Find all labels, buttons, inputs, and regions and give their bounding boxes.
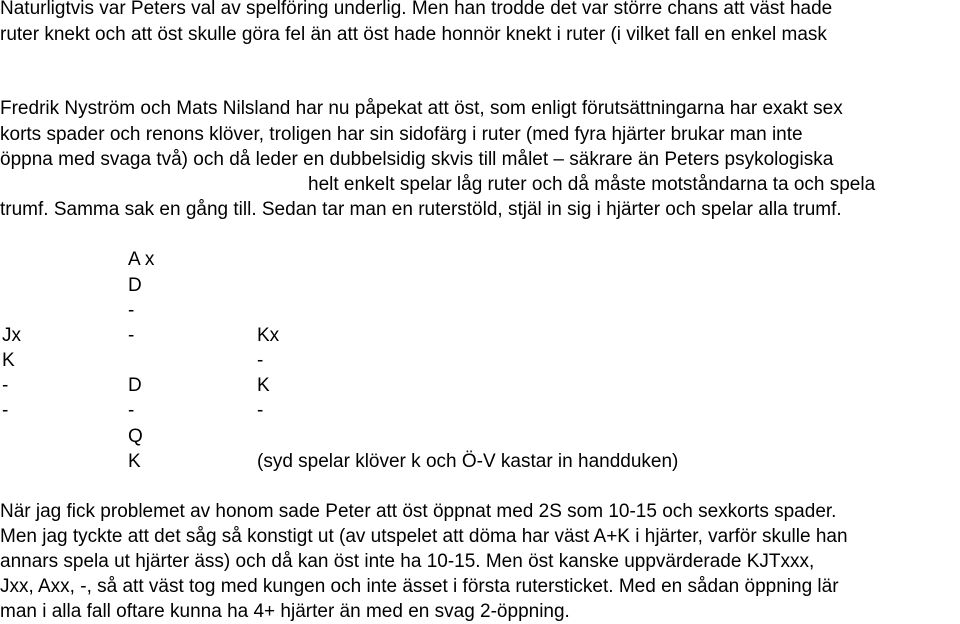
east-clubs: - [257, 400, 264, 421]
intro-line-1: Naturligtvis var Peters val av spelföring underlig. Men han trodde det var större chans att väst hade [0, 0, 833, 19]
para3-line-1: När jag fick problemet av honom sade Peter att öst öppnat med 2S som 10-15 och sexkorts spader. [0, 501, 837, 522]
para2-line-4: helt enkelt spelar låg ruter och då måste motståndarna ta och spela [308, 174, 876, 195]
north-diamonds: - [128, 300, 135, 321]
para2-line-5: trumf. Samma sak en gång till. Sedan tar man en ruterstöld, stjäl in sig i hjärter och spelar alla trumf. [0, 199, 842, 220]
west-diamonds: - [2, 375, 9, 396]
para3-line-4: Jxx, Axx, -, så att väst tog med kungen och inte ässet i första rutersticket. Med en sådan öppning lär [0, 576, 839, 597]
east-spades: Kx [257, 325, 280, 346]
east-diamonds: K [257, 375, 270, 396]
para3-line-2: Men jag tyckte att det såg så konstigt ut (av utspelet att döma har väst A+K i hjärter, varför skulle han [0, 526, 848, 547]
para2-line-3: öppna med svaga två) och då leder en dubbelsidig skvis till målet – säkrare än Peters psykologiska [0, 149, 834, 170]
para2-line-1: Fredrik Nyström och Mats Nilsland har nu påpekat att öst, som enligt förutsättningarna har exakt sex [0, 98, 843, 119]
para3-line-3: annars spela ut hjärter äss) och då kan öst inte ha 10-15. Men öst kanske uppvärderade KJTxxx, [0, 551, 815, 572]
west-clubs: - [2, 400, 9, 421]
diagram-note: (syd spelar klöver k och Ö-V kastar in handduken) [257, 451, 679, 472]
south-diamonds: - [128, 400, 135, 421]
south-hearts: D [128, 375, 142, 396]
north-spades: A x [128, 249, 155, 270]
para3-line-5: man i alla fall oftare kunna ha 4+ hjärter än med en svag 2-öppning. [0, 601, 570, 622]
intro-line-2: ruter knekt och att öst skulle göra fel än att öst hade honnör knekt i ruter (i vilket fall en enkel mask [0, 24, 827, 45]
para2-line-2: korts spader och renons klöver, troligen har sin sidofärg i ruter (med fyra hjärter brukar man inte [0, 124, 803, 145]
north-hearts: D [128, 275, 142, 296]
west-hearts: K [2, 350, 15, 371]
south-clubs-1: Q [128, 426, 143, 447]
south-clubs-2: K [128, 451, 141, 472]
north-clubs: - [128, 325, 135, 346]
west-spades: Jx [2, 325, 21, 346]
east-hearts: - [257, 350, 264, 371]
